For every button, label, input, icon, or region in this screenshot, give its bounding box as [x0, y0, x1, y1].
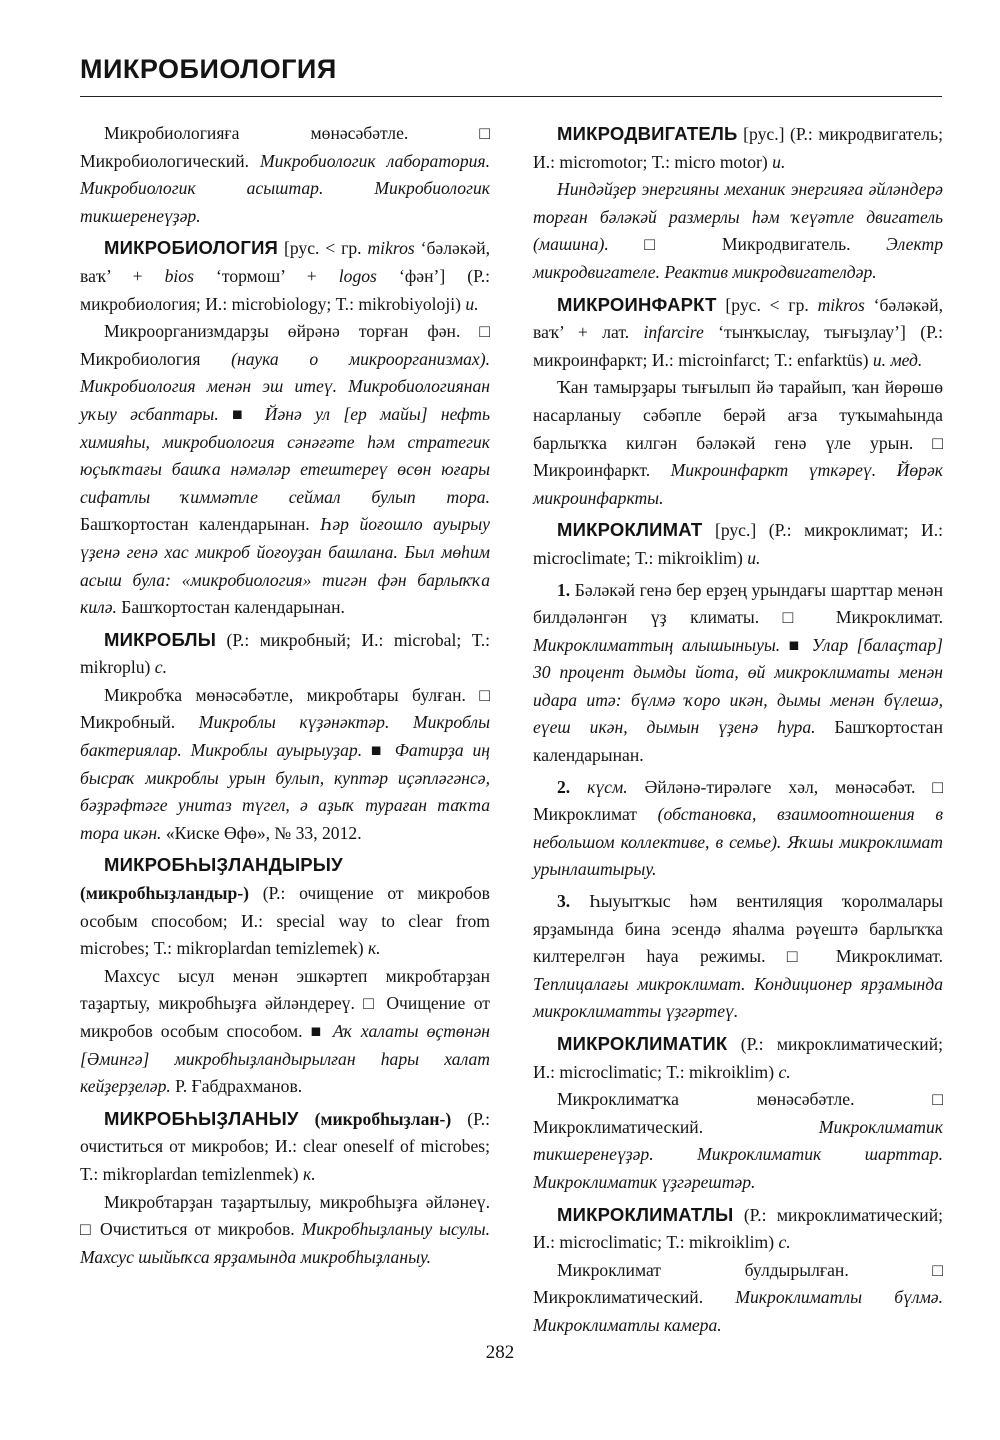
sense-3: 3. Һыуытҡыс һәм вентиляция ҡоролмалары ярҙамында бина эсендә яһалма рәүештә барлыҡҡа килтерелгән һауа режимы. □ Микроклимат. Теплицалағы микроклимат. Кондиционер ярҙамында микроклиматты үҙгәртеү. — [533, 891, 943, 1022]
entry-continuation: Микробиологияға мөнәсәбәтле. □ Микробиологический. Микробиологик лаборатория. Микробиологик асыштар. Микробиологик тикшеренеүҙәр. — [80, 123, 490, 226]
headword: МИКРОКЛИМАТИК — [557, 1033, 728, 1054]
definition: Микробҡа мөнәсәбәтле, микробтары булған. □ Микробный. Микроблы күҙәнәктәр. Микроблы бактериялар. Микроблы ауырыуҙар. ■ Фатирҙа иң бысраҡ микроблы урын булып, куптәр иҫәпләгәнсә, бәҙрәфтәге унитаз түгел, ә аҙыҡ тураған таҡта тора икән. «Киске Өфө», № 33, 2012. — [80, 684, 490, 843]
page-number: 282 — [485, 1342, 515, 1363]
definition: Микробтарҙан таҙартылыу, микробһыҙға әйләнеү. □ Очиститься от микробов. Микробһыҙланыу ысулы. Махсус шыйыҡса ярҙамында микробһыҙланыу. — [80, 1191, 490, 1267]
definition: Микроклимат булдырылған. □ Микроклиматический. Микроклиматлы бүлмә. Микроклиматлы камера. — [533, 1259, 944, 1335]
entry-mikrobiologiya: МИКРОБИОЛОГИЯ [рус. < гр. mikros ‘бәләкәй, ваҡ’ + bios ‘тормош’ + logos ‘фән’] (Р.: микробиология; И.: microbiology; Т.: mikrobiyoloji) и. — [80, 237, 491, 314]
definition: Махсус ысул менән эшкәртеп микробтарҙан таҙартыу, микробһыҙға әйләндереү. □ Очищение от микробов особым способом. ■ Аҡ халаты өҫтөнән [Әмингә] микробһыҙландырылған һары халат кейҙерҙеләр. Р. Ғабдрахманов. — [80, 965, 490, 1097]
definition: Ниндәйҙер энергияны механик энергияға әйләндерә торған бәләкәй размерлы һәм ҡеүәтле двигатель (машина). □ Микродвигатель. Электр микродвигателе. Реактив микродвигателдәр. — [533, 179, 943, 282]
headword: МИКРОБИОЛОГИЯ — [104, 237, 279, 259]
entry-mikroklimatly: МИКРОКЛИМАТЛЫ (Р.: микроклиматический; И.: microclimatic; Т.: mikroiklim) с. — [533, 1203, 943, 1253]
sense-2: 2. күсм. Әйләнә-тирәләге хәл, мөнәсәбәт. □ Микроклимат (обстановка, взаимоотношения в небольшом коллективе, в семье). Яҡшы микроклимат урынлаштырыу. — [533, 776, 944, 880]
headword: МИКРОБЛЫ — [104, 628, 217, 650]
headword: МИКРОБҺЫҘЛАНЫУ — [104, 1107, 299, 1129]
left-column — [80, 120, 490, 1271]
definition: Ҡан тамырҙары тығылып йә тарайып, ҡан йөрөшө насарланыу сәбәпле берәй ағза туҡымаһында барлыҡҡа килгән бәләкәй генә үле урын. □ Микроинфаркт. Микроинфаркт үткәреү. Йөрәк микроинфаркты. — [533, 377, 943, 508]
right-column — [533, 120, 943, 1340]
running-head: МИКРОБИОЛОГИЯ — [80, 54, 337, 84]
entry-mikrodvigatel: МИКРОДВИГАТЕЛЬ [рус.] (Р.: микродвигатель; И.: micromotor; Т.: micro motor) и. — [533, 123, 943, 172]
headword: МИКРОИНФАРКТ — [557, 293, 717, 315]
headword: МИКРОБҺЫҘЛАНДЫРЫУ — [104, 854, 343, 876]
entry-mikrobhyzlanyu: МИКРОБҺЫҘЛАНЫУ (микробһыҙлан-) (Р.: очиститься от микробов; И.: clear oneself of microbes; Т.: mikroplardan temizlenmek) к. — [80, 1107, 490, 1184]
definition: Микроклиматҡа мөнәсәбәтле. □ Микроклиматический. Микроклиматик тикшеренеүҙәр. Микроклиматик шарттар. Микроклиматик үҙгәрештәр. — [533, 1089, 943, 1192]
entry-mikroinfarkt: МИКРОИНФАРКТ [рус. < гр. mikros ‘бәләкәй, ваҡ’ + лат. infarcire ‘тынҡыслау, тығыҙлау’] (Р.: микроинфаркт; И.: microinfarct; Т.: enfarktüs) и. мед. — [533, 293, 944, 370]
headword: МИКРОКЛИМАТЛЫ — [557, 1203, 734, 1225]
entry-mikroklimat: МИКРОКЛИМАТ [рус.] (Р.: микроклимат; И.: microclimate; Т.: mikroiklim) и. — [533, 519, 943, 568]
definition: Микроорганизмдарҙы өйрәнә торған фән. □ Микробиология (наука о микроорганизмах). Микробиология менән эш итеү. Микробиологиянан уҡыу әсбаптары. ■ Йәнә ул [ер майы] нефть химияһы, микробиология сәнәғәте һәм стратегик юҫыҡтағы башҡа нәмәләр етештереү өсөн юғары сифатлы ҡиммәтле сеймал булып тора. Башҡортостан календарынан. Һәр йоғошло ауырыу үҙенә генә хас микроб йоғоуҙан башлана. Был мөһим асыш була: «микробиология» тигән фән барлыҡҡа килә. Башҡортостан календарынан. — [80, 321, 490, 618]
sense-1: 1. Бәләкәй генә бер ерҙең урындағы шарттар менән билдәләнгән үҙ климаты. □ Микроклимат. Микроклиматтың алышыныуы. ■ Улар [балаҫтар] 30 процент дымды йота, өй микроклиматы менән идара итә: бүлмә ҡоро икән, дымы менән бүлешә, еүеш икән, дымын үҙенә һура. Башҡортостан календарынан. — [533, 579, 943, 766]
headword: МИКРОКЛИМАТ — [557, 519, 703, 541]
headword: МИКРОДВИГАТЕЛЬ — [557, 123, 738, 144]
entry-mikroklimatik: МИКРОКЛИМАТИК (Р.: микроклиматический; И.: microclimatic; Т.: mikroiklim) с. — [533, 1033, 943, 1082]
entry-mikrobhyzlandyryu: МИКРОБҺЫҘЛАНДЫРЫУ (микробһыҙландыр-) (Р.: очищение от микробов особым способом; И.: special way to clear from microbes; Т.: mikroplardan temizlemek) к. — [80, 854, 490, 959]
entry-mikrobly: МИКРОБЛЫ (Р.: микробный; И.: microbal; Т.: mikroplu) с. — [80, 628, 490, 678]
header-rule — [80, 96, 942, 97]
